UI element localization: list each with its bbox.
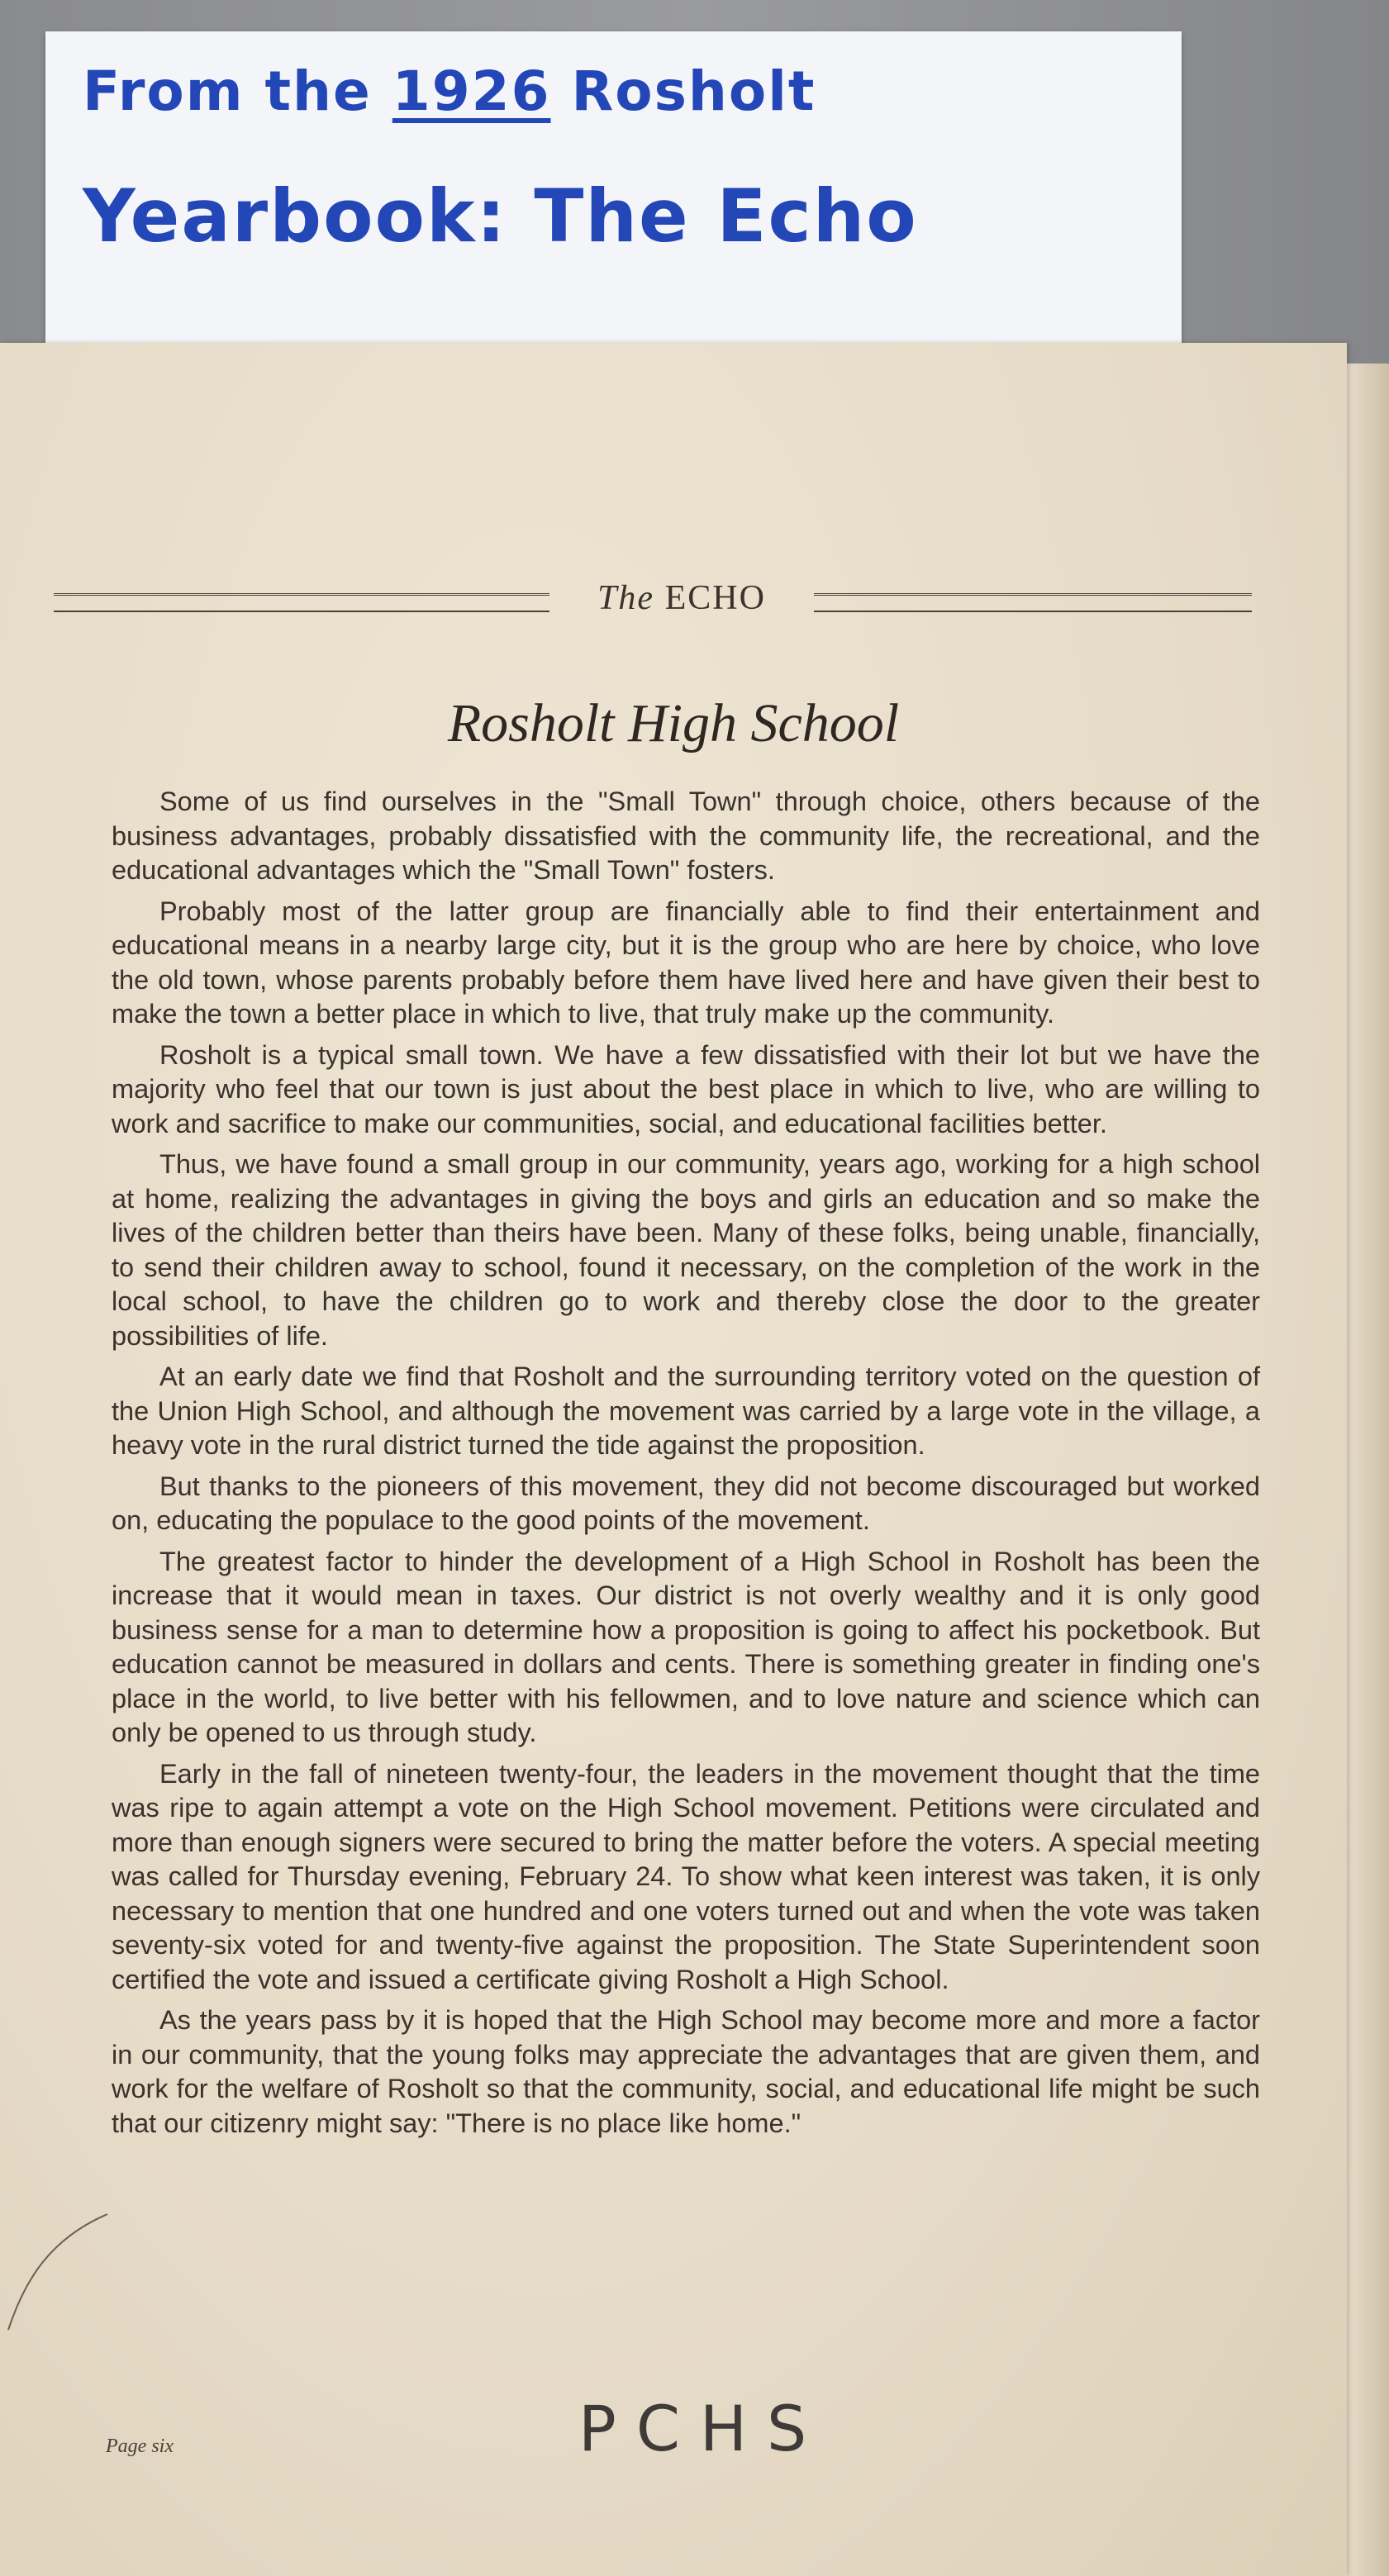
header-rule-right [814,593,1252,612]
paragraph: Thus, we have found a small group in our community, years ago, working for a high school at home, realizing the advantages in giving the boys and girls an education and so make the lives of the children better than theirs have been. Many of these folks, being unable, financially, to send their children away to school, found it necessary, on the completion of the work in the local school, to have the children go to work and thereby close the door to the greater possibilities of life. [112,1149,1260,1351]
note-line-1 [83,59,816,123]
paragraph: Probably most of the latter group are financially able to find their entertainment and educational means in a nearby large city, but it is the group who are here by choice, who love the old town, whose parents probably before them have lived here and have given their best to make the town a better place in which to live, that truly make up the community. [112,896,1260,1029]
paragraph: The greatest factor to hinder the development of a High School in Rosholt has been the increase that it would mean in taxes. Our district is not overly wealthy and it is only good business sense for a man to determine how a proposition is going to affect his pocketbook. But education cannot be measured in dollars and cents. There is something greater in finding one's place in the world, to live better with his fellowmen, and to love nature and science which can only be opened to us through study. [112,1546,1260,1747]
paragraph: At an early date we find that Rosholt and the surrounding territory voted on the question of the Union High School, and although the movement was carried by a large vote in the village, a heavy vote in the rural district turned the tide against the proposition. [112,1362,1260,1460]
paragraph: As the years pass by it is hoped that the High School may become more and more a factor in our community, that the young folks may appreciate the advantages that are given them, and work for the welfare of Rosholt so that the community, social, and educational life might be such that our citizenry might say: "There is no place like home." [112,2005,1260,2138]
note-line1-prefix: From the [83,59,372,123]
page-number: Page six [106,2436,174,2457]
note-year: 1926 [392,59,551,123]
paragraph: Some of us find ourselves in the "Small Town" through choice, others because of the business advantages, probably dissatisfied with the community life, the recreational, and the educational advantages which the "Small Town" fosters. [112,787,1260,885]
paragraph: But thanks to the pioneers of this movement, they did not become discouraged but worked on, educating the populace to the good points of the movement. [112,1471,1260,1535]
note-line1-suffix: Rosholt [571,59,816,123]
article-body [112,785,1260,2147]
header-name: ECHO [664,579,766,617]
page-title: Rosholt High School [447,693,900,753]
note-line-2: Yearbook: The Echo [83,173,918,259]
pencil-mark-icon [0,2181,116,2346]
running-header [554,578,810,618]
watermark: PCHS [578,2392,827,2465]
paragraph: Early in the fall of nineteen twenty-four, the leaders in the movement thought that the time was ripe to again attempt a vote on the High School movement. Petitions were circulated and more than enough signers were secured to bring the matter before the voters. A special meeting was called for Thursday evening, February 24. To show what keen interest was taken, it is only necessary to mention that one hundred and one voters turned out and when the vote was taken seventy-six voted for and twenty-five against the proposition. The State Superintendent soon certified the vote and issued a certificate giving Rosholt a High School. [112,1758,1260,1994]
paragraph: Rosholt is a typical small town. We have a few dissatisfied with their lot but we have the majority who feel that our town is just about the best place in which to live, who are willing to work and sacrifice to make our communities, social, and educational facilities better. [112,1039,1260,1138]
header-rule-left [54,593,549,612]
header-the: The [597,579,655,617]
